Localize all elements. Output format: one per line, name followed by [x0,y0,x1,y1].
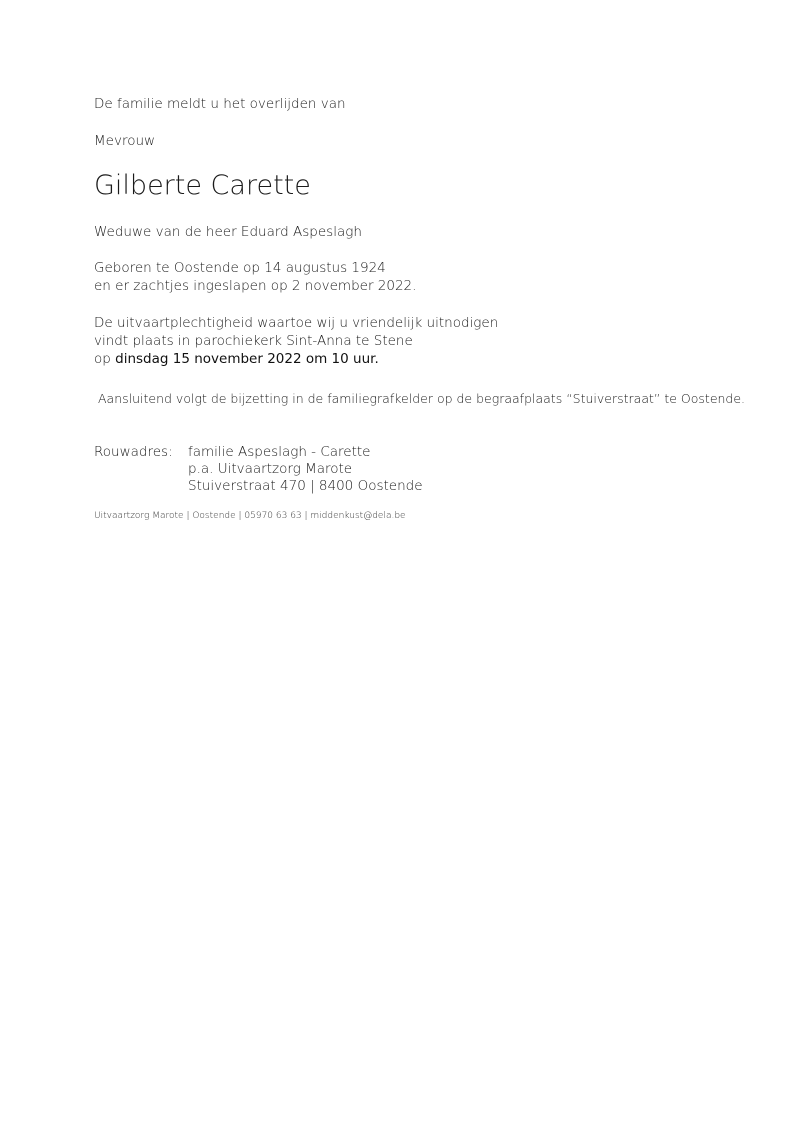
footer-contact: Uitvaartzorg Marote | Oostende | 05970 63 63 | middenkust@dela.be [94,511,406,521]
funeral-line-2: vindt plaats in parochiekerk Sint-Anna te Stene [94,333,413,349]
funeral-line-3 [94,351,379,367]
death-line: en er zachtjes ingeslapen op 2 november 2022. [94,278,417,294]
burial-text: Aansluitend volgt de bijzetting in de familiegrafkelder op de begraafplaats “Stuiverstraat” te Oostende. [98,391,746,406]
funeral-date: dinsdag 15 november 2022 om 10 uur. [115,351,379,367]
spouse-text: Weduwe van de heer Eduard Aspeslagh [94,224,362,240]
address-line-3: Stuiverstraat 470 | 8400 Oostende [188,478,423,494]
deceased-name: Gilberte Carette [94,170,311,201]
address-line-2: p.a. Uitvaartzorg Marote [188,461,353,477]
address-label: Rouwadres: [94,444,173,460]
funeral-date-prefix: op [94,351,111,367]
funeral-line-1: De uitvaartplechtigheid waartoe wij u vriendelijk uitnodigen [94,315,499,331]
address-line-1: familie Aspeslagh - Carette [188,444,371,460]
intro-text: De familie meldt u het overlijden van [94,96,346,112]
birth-line: Geboren te Oostende op 14 augustus 1924 [94,260,386,276]
honorific-title: Mevrouw [94,133,156,149]
